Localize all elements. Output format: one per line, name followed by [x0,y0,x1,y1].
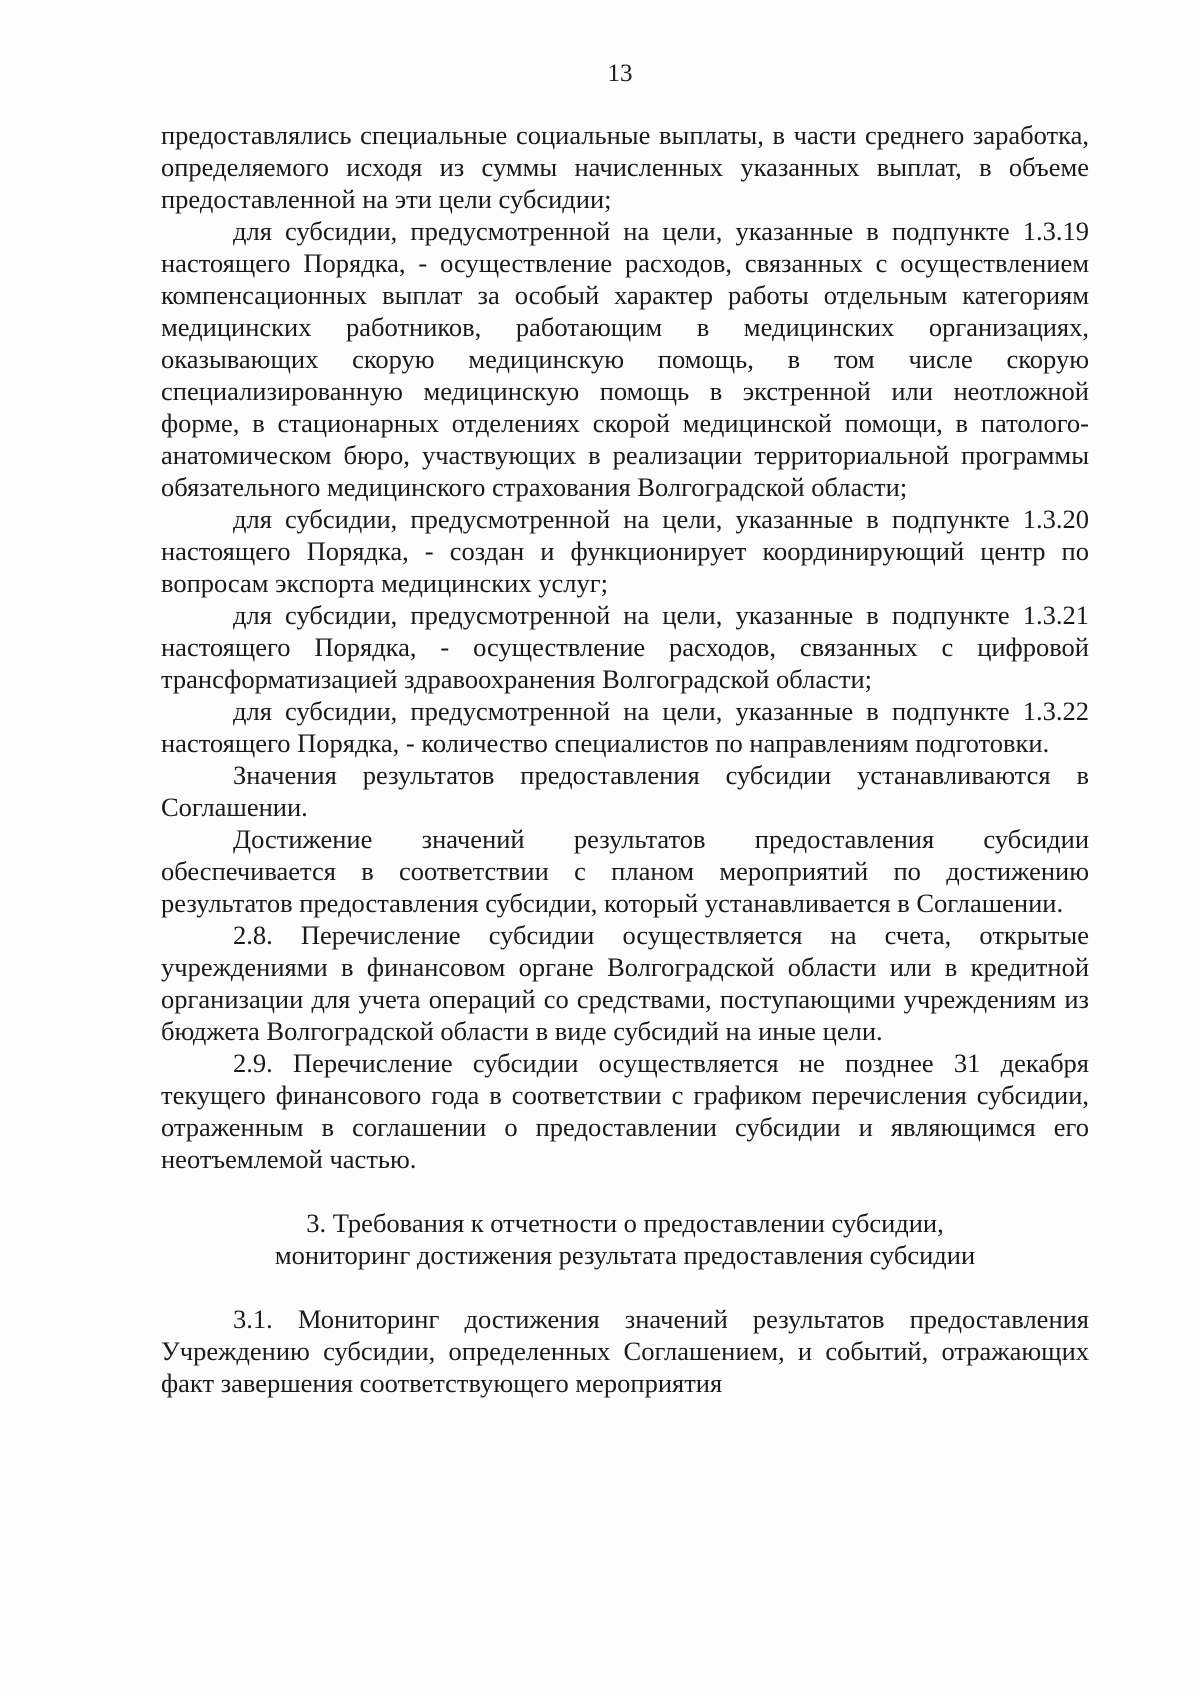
page-number: 13 [607,60,633,87]
document-body [161,119,1089,1399]
paragraph-subsidy-1-3-21: для субсидии, предусмотренной на цели, указанные в подпункте 1.3.21 настоящего Порядка, - осуществление расходов, связанных с цифровой трансформатизацией здравоохранения Волгоградской области; [161,600,1089,694]
paragraph-achievement: Достижение значений результатов предоставления субсидии обеспечивается в соответствии с планом мероприятий по достижению результатов предоставления субсидии, который устанавливается в Соглашении. [161,824,1089,918]
paragraph-clause-2-9: 2.9. Перечисление субсидии осуществляется не позднее 31 декабря текущего финансового года в соответствии с графиком перечисления субсидии, отраженным в соглашении о предоставлении субсидии и являющимся его неотъемлемой частью. [161,1048,1089,1174]
paragraph-subsidy-1-3-22: для субсидии, предусмотренной на цели, указанные в подпункте 1.3.22 настоящего Порядка, - количество специалистов по направлениям подготовки. [161,696,1089,758]
paragraph-subsidy-1-3-20: для субсидии, предусмотренной на цели, указанные в подпункте 1.3.20 настоящего Порядка, - создан и функционирует координирующий центр по вопросам экспорта медицинских услуг; [161,504,1089,598]
paragraph-special-payments: предоставлялись специальные социальные выплаты, в части среднего заработка, определяемого исходя из суммы начисленных указанных выплат, в объеме предоставленной на эти цели субсидии; [161,120,1089,214]
section-heading-3 [161,1207,1089,1271]
section-heading-line-2: мониторинг достижения результата предоставления субсидии [274,1240,976,1270]
paragraph-clause-2-8: 2.8. Перечисление субсидии осуществляется на счета, открытые учреждениями в финансовом органе Волгоградской области или в кредитной организации для учета операций со средствами, поступающими учреждениям из бюджета Волгоградской области в виде субсидий на иные цели. [161,920,1089,1046]
paragraph-subsidy-1-3-19: для субсидии, предусмотренной на цели, указанные в подпункте 1.3.19 настоящего Порядка, - осуществление расходов, связанных с осуществлением компенсационных выплат за особый характер работы отдельным категориям медицинских работников, работающим в медицинских организациях, оказывающих скорую медицинскую помощь, в том числе скорую специализированную медицинскую помощь в экстренной или неотложной форме, в стационарных отделениях скорой медицинской помощи, в патолого-анатомическом бюро, участвующих в реализации территориальной программы обязательного медицинского страхования Волгоградской области; [161,216,1089,502]
paragraph-result-values: Значения результатов предоставления субсидии устанавливаются в Соглашении. [161,760,1089,822]
section-heading-line-1: 3. Требования к отчетности о предоставлении субсидии, [306,1208,944,1238]
paragraph-clause-3-1: 3.1. Мониторинг достижения значений результатов предоставления Учреждению субсидии, определенных Соглашением, и событий, отражающих факт завершения соответствующего мероприятия [161,1304,1089,1398]
